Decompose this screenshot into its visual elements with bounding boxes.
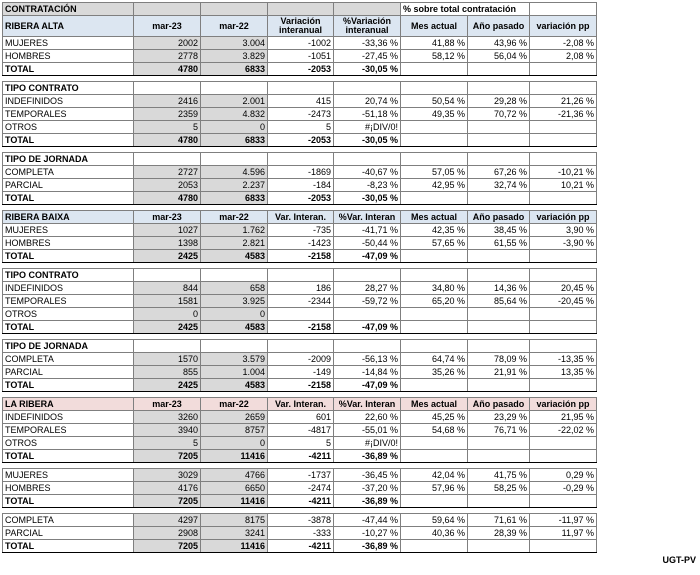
table-cell: -47,44 % [334, 514, 401, 527]
col-header-pvar: %Var. Interan [334, 211, 401, 224]
table-cell: 21,95 % [530, 411, 597, 424]
table-cell: 6833 [201, 192, 268, 205]
table-cell: 32,74 % [468, 179, 530, 192]
footer-source: UGT-PV [662, 555, 696, 565]
table-cell: -50,44 % [334, 237, 401, 250]
table-cell: -184 [268, 179, 334, 192]
table-cell: 3,90 % [530, 224, 597, 237]
table-cell: 2053 [134, 179, 201, 192]
row-label: COMPLETA [3, 514, 134, 527]
table-row [3, 527, 597, 540]
table-row [3, 321, 597, 334]
table-cell: 20,45 % [530, 282, 597, 295]
row-label: TOTAL [3, 134, 134, 147]
table-cell: 59,64 % [401, 514, 468, 527]
table-cell: 658 [201, 282, 268, 295]
table-cell: 11416 [201, 495, 268, 508]
table-cell: 67,26 % [468, 166, 530, 179]
table-cell: 2908 [134, 527, 201, 540]
col-header-mes: Mes actual [401, 398, 468, 411]
section-label: TIPO CONTRATO [3, 269, 134, 282]
table-cell: 0 [201, 121, 268, 134]
table-cell: 2002 [134, 37, 201, 50]
col-header-m22: mar-22 [201, 398, 268, 411]
table-cell: 7205 [134, 495, 201, 508]
table-row [3, 282, 597, 295]
table-cell: -4211 [268, 450, 334, 463]
table-cell: 3029 [134, 469, 201, 482]
row-label: COMPLETA [3, 353, 134, 366]
table-cell: 42,95 % [401, 179, 468, 192]
table-cell: 8175 [201, 514, 268, 527]
table-cell: 38,45 % [468, 224, 530, 237]
contratacion-table-container [2, 2, 597, 553]
table-cell: -40,67 % [334, 166, 401, 179]
table-cell: -41,71 % [334, 224, 401, 237]
section-label: RIBERA BAIXA [3, 211, 134, 224]
table-cell: -2473 [268, 108, 334, 121]
table-cell: -27,45 % [334, 50, 401, 63]
row-label: TOTAL [3, 450, 134, 463]
table-cell: -14,84 % [334, 366, 401, 379]
table-cell: 20,74 % [334, 95, 401, 108]
row-label: TEMPORALES [3, 424, 134, 437]
row-label: PARCIAL [3, 179, 134, 192]
col-header-pp: variación pp [530, 211, 597, 224]
row-label: OTROS [3, 308, 134, 321]
table-cell: -30,05 % [334, 63, 401, 76]
table-row [3, 366, 597, 379]
row-label: TOTAL [3, 63, 134, 76]
table-cell: 65,20 % [401, 295, 468, 308]
table-cell: 29,28 % [468, 95, 530, 108]
table-row [3, 424, 597, 437]
table-cell: -2158 [268, 321, 334, 334]
table-cell: 5 [134, 437, 201, 450]
table-cell: -2158 [268, 250, 334, 263]
row-label: TEMPORALES [3, 108, 134, 121]
col-header-pp: variación pp [530, 16, 597, 37]
table-cell: 2659 [201, 411, 268, 424]
table-cell: 1.004 [201, 366, 268, 379]
section-header-row [3, 398, 597, 411]
table-row [3, 63, 597, 76]
table-cell: -51,18 % [334, 108, 401, 121]
table-cell: 5 [268, 437, 334, 450]
table-cell: -4817 [268, 424, 334, 437]
table-row [3, 469, 597, 482]
table-cell: 5 [268, 121, 334, 134]
table-cell: 1027 [134, 224, 201, 237]
table-cell: -2344 [268, 295, 334, 308]
table-cell: 6833 [201, 63, 268, 76]
table-cell: 70,72 % [468, 108, 530, 121]
table-cell: 57,05 % [401, 166, 468, 179]
table-cell: 3.925 [201, 295, 268, 308]
row-label: TOTAL [3, 192, 134, 205]
col-header-m23: mar-23 [134, 398, 201, 411]
table-cell: 11416 [201, 450, 268, 463]
table-cell: -2053 [268, 134, 334, 147]
table-cell: 58,25 % [468, 482, 530, 495]
table-cell: -47,09 % [334, 379, 401, 392]
table-cell: 11,97 % [530, 527, 597, 540]
table-cell: -735 [268, 224, 334, 237]
table-cell: 6650 [201, 482, 268, 495]
table-cell: -2053 [268, 63, 334, 76]
table-cell: 1581 [134, 295, 201, 308]
table-cell: #¡DIV/0! [334, 121, 401, 134]
table-cell: 2.237 [201, 179, 268, 192]
table-cell: 11416 [201, 540, 268, 553]
row-label: TOTAL [3, 379, 134, 392]
row-label: OTROS [3, 121, 134, 134]
table-cell: -8,23 % [334, 179, 401, 192]
table-cell: 8757 [201, 424, 268, 437]
table-row [3, 121, 597, 134]
row-label: TOTAL [3, 495, 134, 508]
table-row [3, 295, 597, 308]
table-cell: 45,25 % [401, 411, 468, 424]
table-cell: 56,04 % [468, 50, 530, 63]
row-label: MUJERES [3, 469, 134, 482]
table-cell: 41,75 % [468, 469, 530, 482]
table-cell: -56,13 % [334, 353, 401, 366]
section-label: LA RIBERA [3, 398, 134, 411]
table-cell: -149 [268, 366, 334, 379]
table-cell: 78,09 % [468, 353, 530, 366]
table-cell: 3.579 [201, 353, 268, 366]
table-cell: 7205 [134, 540, 201, 553]
row-label: TOTAL [3, 321, 134, 334]
col-header-pvar: %Variación interanual [334, 16, 401, 37]
row-label: INDEFINIDOS [3, 411, 134, 424]
row-label: MUJERES [3, 37, 134, 50]
table-cell: 4780 [134, 63, 201, 76]
table-cell: -2158 [268, 379, 334, 392]
table-cell: 0 [201, 437, 268, 450]
table-row [3, 108, 597, 121]
table-cell: 1570 [134, 353, 201, 366]
section-label: TIPO CONTRATO [3, 82, 134, 95]
table-cell: 85,64 % [468, 295, 530, 308]
section-header-row [3, 211, 597, 224]
table-cell: 4780 [134, 134, 201, 147]
table-cell: 0 [134, 308, 201, 321]
table-cell: -333 [268, 527, 334, 540]
table-row [3, 179, 597, 192]
header-row-2 [3, 16, 597, 37]
table-cell: 2359 [134, 108, 201, 121]
table-cell: -1051 [268, 50, 334, 63]
table-cell: -1737 [268, 469, 334, 482]
table-cell: 34,80 % [401, 282, 468, 295]
table-cell: 4583 [201, 250, 268, 263]
table-row [3, 237, 597, 250]
table-cell: 76,71 % [468, 424, 530, 437]
table-cell: 1.762 [201, 224, 268, 237]
col-header-ano: Año pasado [468, 211, 530, 224]
table-cell: 4583 [201, 379, 268, 392]
col-header-m23: mar-23 [134, 211, 201, 224]
table-row [3, 134, 597, 147]
table-cell: 7205 [134, 450, 201, 463]
row-label: TOTAL [3, 540, 134, 553]
table-cell: -1423 [268, 237, 334, 250]
table-cell: 42,04 % [401, 469, 468, 482]
table-cell: 3940 [134, 424, 201, 437]
table-row [3, 353, 597, 366]
table-cell: -1002 [268, 37, 334, 50]
table-cell: -2,08 % [530, 37, 597, 50]
row-label: COMPLETA [3, 166, 134, 179]
col-header-m22: mar-22 [201, 16, 268, 37]
row-label: TEMPORALES [3, 295, 134, 308]
table-cell: 2425 [134, 321, 201, 334]
row-label: HOMBRES [3, 482, 134, 495]
table-row [3, 450, 597, 463]
table-cell: 0 [201, 308, 268, 321]
section-row [3, 269, 597, 282]
table-cell: -3,90 % [530, 237, 597, 250]
table-cell: 4766 [201, 469, 268, 482]
table-cell: 1398 [134, 237, 201, 250]
row-label: PARCIAL [3, 527, 134, 540]
table-cell: 61,55 % [468, 237, 530, 250]
table-cell: 2778 [134, 50, 201, 63]
table-cell: -30,05 % [334, 134, 401, 147]
table-cell: 601 [268, 411, 334, 424]
table-row [3, 50, 597, 63]
table-cell: 0,29 % [530, 469, 597, 482]
table-cell: #¡DIV/0! [334, 437, 401, 450]
table-cell: 71,61 % [468, 514, 530, 527]
table-row [3, 37, 597, 50]
table-cell: 14,36 % [468, 282, 530, 295]
col-header-var: Var. Interan. [268, 211, 334, 224]
table-cell: 50,54 % [401, 95, 468, 108]
title-cell: CONTRATACIÓN [3, 3, 134, 16]
col-header-pp: variación pp [530, 398, 597, 411]
section-row [3, 153, 597, 166]
table-cell: -1869 [268, 166, 334, 179]
table-cell: -4211 [268, 495, 334, 508]
table-cell: 43,96 % [468, 37, 530, 50]
contratacion-table [2, 2, 597, 553]
row-label: HOMBRES [3, 237, 134, 250]
table-cell: 41,88 % [401, 37, 468, 50]
table-cell: 2425 [134, 250, 201, 263]
table-cell: 2425 [134, 379, 201, 392]
header-row-1 [3, 3, 597, 16]
table-cell: -22,02 % [530, 424, 597, 437]
col-header-ano: Año pasado [468, 398, 530, 411]
table-cell: 4.596 [201, 166, 268, 179]
table-cell: 57,65 % [401, 237, 468, 250]
table-cell: -2009 [268, 353, 334, 366]
table-cell: 21,91 % [468, 366, 530, 379]
table-cell: -21,36 % [530, 108, 597, 121]
section-label: TIPO DE JORNADA [3, 340, 134, 353]
table-cell: 35,26 % [401, 366, 468, 379]
table-cell: 28,39 % [468, 527, 530, 540]
table-row [3, 379, 597, 392]
table-cell: -59,72 % [334, 295, 401, 308]
pct-group-header: % sobre total contratación [401, 3, 530, 16]
row-label: TOTAL [3, 250, 134, 263]
table-cell: -36,89 % [334, 540, 401, 553]
table-cell: 22,60 % [334, 411, 401, 424]
table-cell: -55,01 % [334, 424, 401, 437]
col-header-var: Var. Interan. [268, 398, 334, 411]
table-cell: -37,20 % [334, 482, 401, 495]
table-row [3, 411, 597, 424]
table-cell: -2474 [268, 482, 334, 495]
table-cell: 2,08 % [530, 50, 597, 63]
row-label: PARCIAL [3, 366, 134, 379]
table-cell: -2053 [268, 192, 334, 205]
table-cell: 3241 [201, 527, 268, 540]
table-cell: 40,36 % [401, 527, 468, 540]
table-cell: -36,89 % [334, 495, 401, 508]
table-cell: 4583 [201, 321, 268, 334]
table-cell: -30,05 % [334, 192, 401, 205]
table-cell: 855 [134, 366, 201, 379]
table-cell: 186 [268, 282, 334, 295]
table-cell: 2.821 [201, 237, 268, 250]
row-label: INDEFINIDOS [3, 95, 134, 108]
table-cell: -10,27 % [334, 527, 401, 540]
table-cell: 21,26 % [530, 95, 597, 108]
table-row [3, 166, 597, 179]
row-label: OTROS [3, 437, 134, 450]
table-cell: 13,35 % [530, 366, 597, 379]
section-label: RIBERA ALTA [3, 16, 134, 37]
col-header-pvar: %Var. Interan [334, 398, 401, 411]
table-cell: 58,12 % [401, 50, 468, 63]
table-cell: 2727 [134, 166, 201, 179]
table-cell: 23,29 % [468, 411, 530, 424]
table-cell: 3.829 [201, 50, 268, 63]
table-cell: 3.004 [201, 37, 268, 50]
table-cell: 6833 [201, 134, 268, 147]
table-cell: -36,89 % [334, 450, 401, 463]
table-cell: 28,27 % [334, 282, 401, 295]
table-cell: -47,09 % [334, 321, 401, 334]
table-cell: 3260 [134, 411, 201, 424]
table-row [3, 250, 597, 263]
table-cell: -33,36 % [334, 37, 401, 50]
table-row [3, 495, 597, 508]
section-row [3, 82, 597, 95]
table-cell: -47,09 % [334, 250, 401, 263]
table-cell: 415 [268, 95, 334, 108]
table-cell: -11,97 % [530, 514, 597, 527]
table-cell: 5 [134, 121, 201, 134]
table-cell: -10,21 % [530, 166, 597, 179]
table-cell: 2416 [134, 95, 201, 108]
table-cell: 4176 [134, 482, 201, 495]
table-cell: -3878 [268, 514, 334, 527]
table-row [3, 224, 597, 237]
table-cell: 57,96 % [401, 482, 468, 495]
row-label: HOMBRES [3, 50, 134, 63]
table-cell: 42,35 % [401, 224, 468, 237]
row-label: INDEFINIDOS [3, 282, 134, 295]
table-cell: -0,29 % [530, 482, 597, 495]
table-row [3, 308, 597, 321]
col-header-ano: Año pasado [468, 16, 530, 37]
col-header-mes: Mes actual [401, 16, 468, 37]
table-cell: 64,74 % [401, 353, 468, 366]
table-cell: 2.001 [201, 95, 268, 108]
table-cell: 10,21 % [530, 179, 597, 192]
table-row [3, 192, 597, 205]
table-cell: -13,35 % [530, 353, 597, 366]
table-cell: 844 [134, 282, 201, 295]
table-cell: 4780 [134, 192, 201, 205]
row-label: MUJERES [3, 224, 134, 237]
table-cell: 54,68 % [401, 424, 468, 437]
table-row [3, 514, 597, 527]
table-row [3, 95, 597, 108]
table-cell: 49,35 % [401, 108, 468, 121]
col-header-m22: mar-22 [201, 211, 268, 224]
table-cell: -36,45 % [334, 469, 401, 482]
section-row [3, 340, 597, 353]
table-cell: -20,45 % [530, 295, 597, 308]
table-cell: 4297 [134, 514, 201, 527]
table-row [3, 437, 597, 450]
table-cell: -4211 [268, 540, 334, 553]
col-header-var: Variación interanual [268, 16, 334, 37]
table-cell: 4.832 [201, 108, 268, 121]
table-row [3, 482, 597, 495]
table-row [3, 540, 597, 553]
section-label: TIPO DE JORNADA [3, 153, 134, 166]
col-header-m23: mar-23 [134, 16, 201, 37]
col-header-mes: Mes actual [401, 211, 468, 224]
